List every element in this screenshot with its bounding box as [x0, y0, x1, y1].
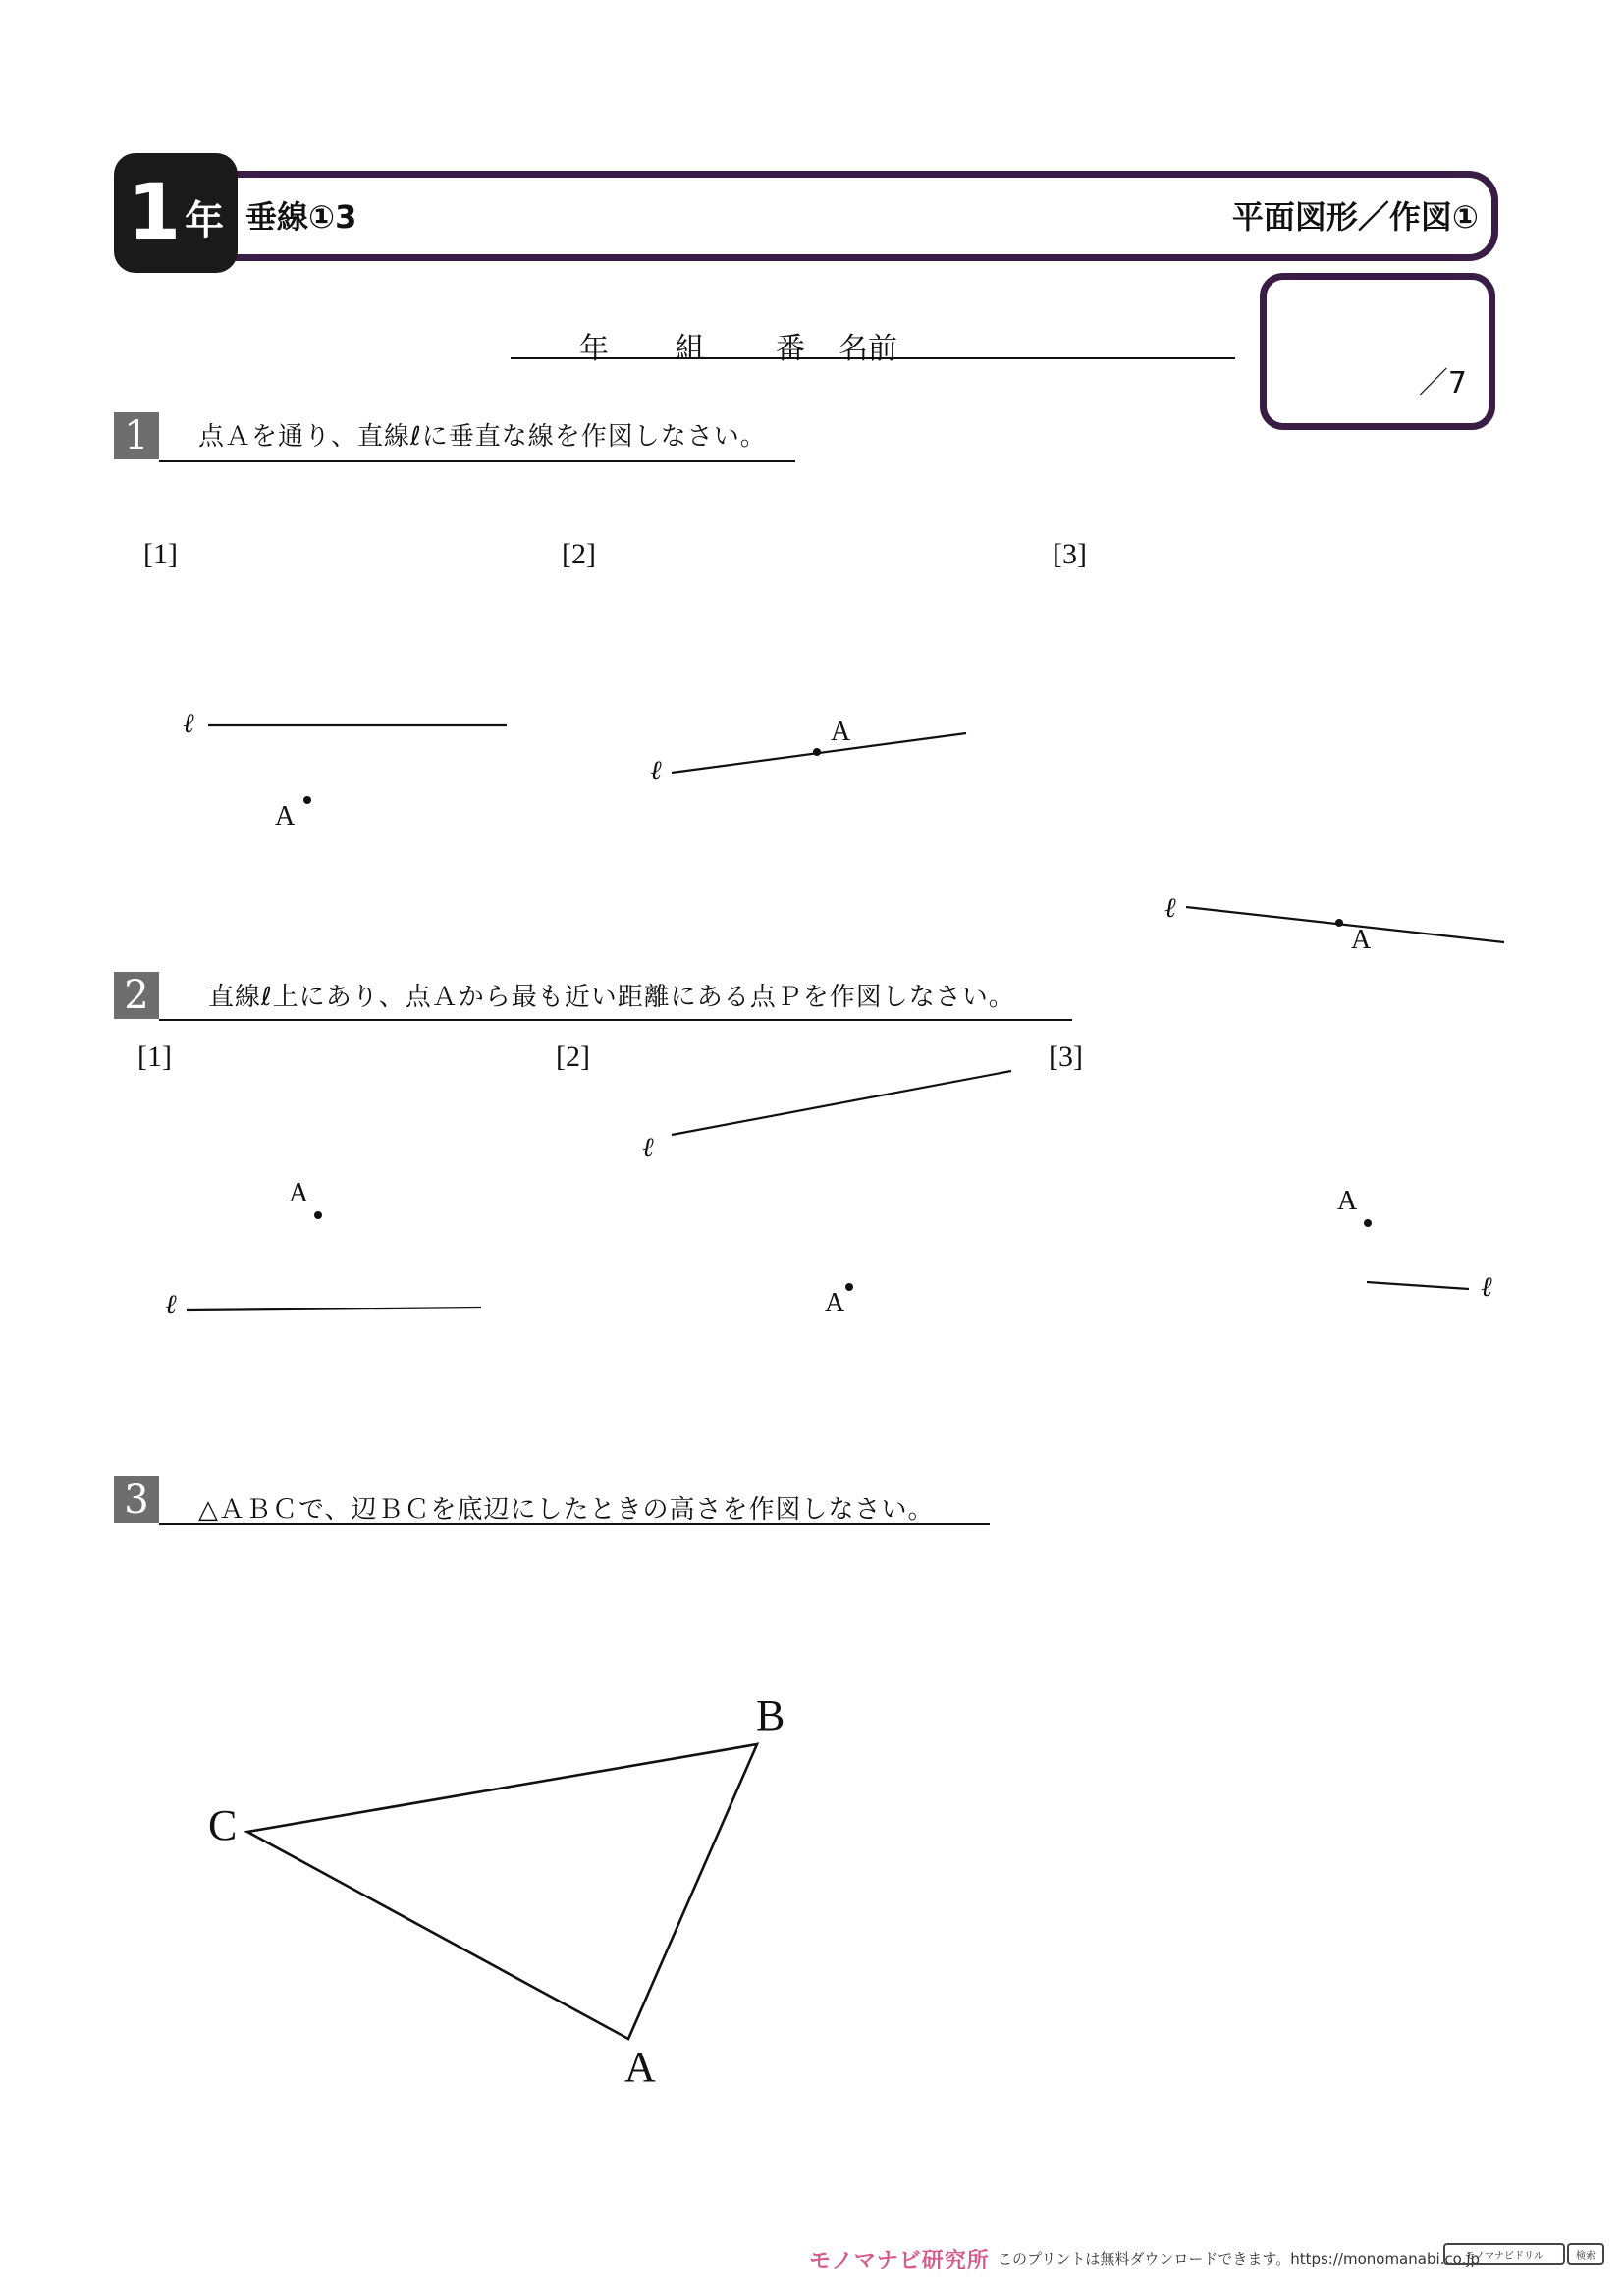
- problem-2-1-line: [187, 1308, 481, 1310]
- vertex-c-label: C: [208, 1801, 238, 1849]
- problem-2-1-label: [1]: [137, 1041, 172, 1073]
- section-2-number: 2: [114, 972, 159, 1019]
- problem-2-3-line-label: ℓ: [1481, 1272, 1492, 1303]
- problem-2-1-line-label: ℓ: [165, 1290, 177, 1320]
- section-2-instruction: 直線ℓ上にあり、点Ａから最も近い距離にある点Ｐを作図しなさい。: [208, 983, 1015, 1012]
- problem-1-3-label: [3]: [1053, 538, 1087, 570]
- score-total: ／7: [1418, 366, 1467, 400]
- problem-1-2-label: [2]: [562, 538, 596, 570]
- problem-2-2-point: [845, 1283, 853, 1291]
- section-1-instruction: 点Ａを通り、直線ℓに垂直な線を作図しなさい。: [198, 422, 767, 452]
- problem-2-2-label: [2]: [556, 1041, 590, 1073]
- problem-1-1-line-label: ℓ: [183, 709, 194, 739]
- problem-1-2-point: [813, 748, 821, 756]
- grade-number: 1: [127, 169, 182, 257]
- section-3-instruction: △ＡＢＣで、辺ＢＣを底辺にしたときの高さを作図しなさい。: [198, 1495, 935, 1524]
- problem-2-3-line: [1367, 1282, 1469, 1289]
- problem-2-3-point: [1364, 1219, 1372, 1227]
- worksheet-title: 垂線①3: [245, 198, 357, 236]
- problem-1-2-line-label: ℓ: [650, 756, 662, 786]
- problem-1-1-point-label: A: [275, 801, 296, 831]
- worksheet-category: 平面図形／作図①: [1231, 198, 1479, 236]
- name-line-class: 組: [676, 332, 705, 366]
- vertex-a-label: A: [624, 2043, 656, 2091]
- problem-1-3-line: [1186, 907, 1504, 942]
- section-1-number: 1: [114, 412, 159, 459]
- problem-1-3-point-label: A: [1351, 925, 1372, 955]
- name-line-name: 名前: [839, 332, 897, 366]
- grade-unit: 年: [185, 198, 225, 243]
- problem-1-1-label: [1]: [143, 538, 178, 570]
- problem-2-2-line: [672, 1071, 1011, 1135]
- problem-2-3-label: [3]: [1049, 1041, 1083, 1073]
- problem-2-2-point-label: A: [825, 1288, 845, 1318]
- problem-2-2-line-label: ℓ: [642, 1133, 654, 1163]
- section-3-number: 3: [114, 1476, 159, 1523]
- problem-2-1-point-label: A: [289, 1178, 309, 1208]
- problem-1-1-point: [303, 796, 311, 804]
- footer-search-button[interactable]: 検索: [1567, 2243, 1604, 2265]
- problem-1-2-point-label: A: [831, 717, 851, 747]
- name-line-number: 番: [776, 332, 805, 366]
- name-line-year: 年: [579, 332, 609, 366]
- problem-1-3-line-label: ℓ: [1164, 893, 1176, 924]
- grade-badge: [114, 153, 238, 273]
- footer-logo: モノマナビ研究所: [809, 2249, 990, 2273]
- problem-1-3-point: [1335, 919, 1343, 927]
- triangle-abc: [247, 1744, 757, 2039]
- footer-search-field[interactable]: モノマナビドリル: [1443, 2243, 1565, 2265]
- vertex-b-label: B: [756, 1691, 785, 1739]
- problem-2-1-point: [314, 1211, 322, 1219]
- problem-2-3-point-label: A: [1337, 1186, 1358, 1216]
- footer-text: このプリントは無料ダウンロードできます。https://monomanabi.co.jp: [998, 2250, 1481, 2268]
